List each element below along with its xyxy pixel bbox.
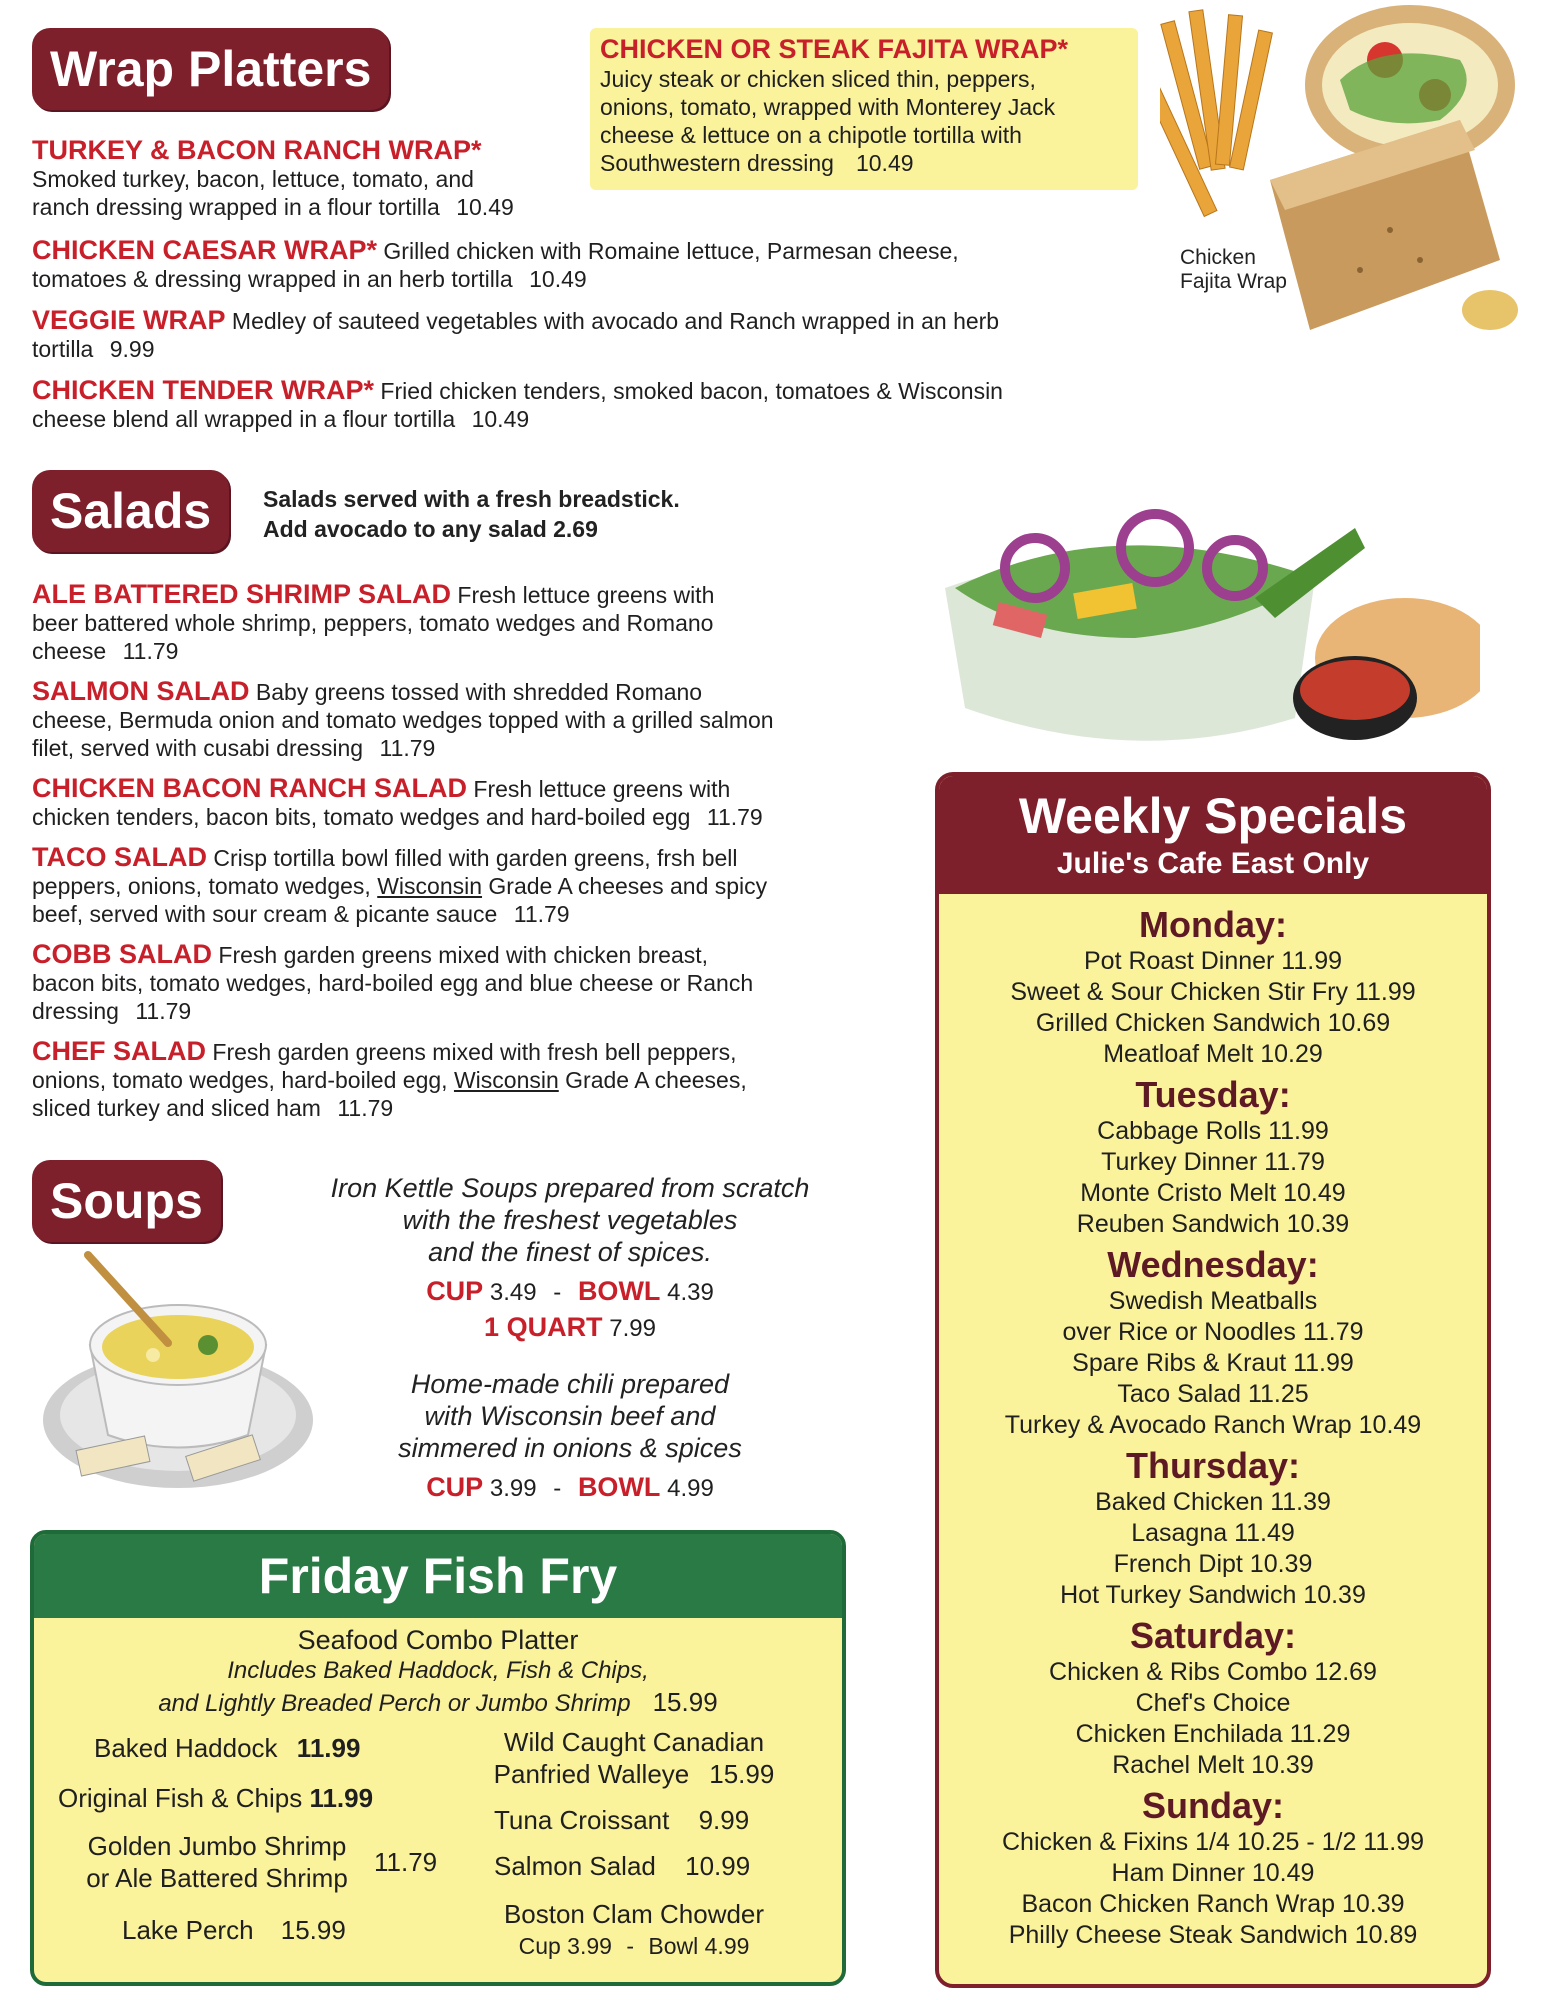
salads-note — [263, 484, 680, 544]
item-price: 9.99 — [109, 336, 155, 362]
menu-item-veggie-wrap — [32, 306, 999, 363]
chili-desc-line: with Wisconsin beef and — [424, 1401, 716, 1431]
item-desc: Includes Baked Haddock, Fish & Chips, — [227, 1657, 649, 1684]
soups-desc-line: and the finest of spices. — [428, 1237, 712, 1267]
separator: - — [553, 1475, 562, 1502]
chili-desc-line: Home-made chili prepared — [410, 1369, 730, 1399]
item-price: 15.99 — [652, 1687, 718, 1717]
item-price: 10.99 — [685, 1851, 751, 1881]
cup-label: Cup — [518, 1933, 561, 1959]
item-desc: onions, tomato, wrapped with Monterey Jack — [600, 94, 1056, 120]
menu-item-turkey-bacon-ranch-wrap — [32, 136, 514, 221]
item-desc: Fresh garden greens mixed with fresh bell peppers, — [212, 1039, 737, 1065]
item-price: 10.49 — [471, 406, 530, 432]
fajita-wrap-box — [590, 28, 1138, 190]
item-desc: Smoked turkey, bacon, lettuce, tomato, and — [32, 166, 474, 192]
item-name: CHICKEN TENDER WRAP* — [32, 375, 375, 405]
item-desc: Southwestern dressing — [600, 150, 834, 176]
item-name: TACO SALAD — [32, 842, 207, 872]
item-desc: Wisconsin — [377, 873, 483, 899]
quart-label: 1 QUART — [484, 1312, 603, 1342]
item-price: 10.49 — [855, 150, 914, 176]
special-item: Philly Cheese Steak Sandwich 10.89 — [1008, 1921, 1418, 1949]
special-item: Bacon Chicken Ranch Wrap 10.39 — [1021, 1890, 1405, 1918]
bowl-label: Bowl — [648, 1933, 699, 1959]
menu-item-chicken-caesar-wrap — [32, 236, 959, 293]
weekly-specials-header — [939, 776, 1487, 894]
item-price: 11.79 — [135, 998, 192, 1024]
item-desc: bacon bits, tomato wedges, hard-boiled egg and blue cheese or Ranch — [32, 970, 754, 996]
item-name: VEGGIE WRAP — [32, 305, 226, 335]
item-name: CHEF SALAD — [32, 1036, 206, 1066]
item-price: 15.99 — [280, 1915, 346, 1945]
special-item: Pot Roast Dinner 11.99 — [1083, 947, 1343, 975]
cup-price: 3.99 — [567, 1933, 612, 1959]
item-name: ALE BATTERED SHRIMP SALAD — [32, 579, 452, 609]
special-item: Baked Chicken 11.39 — [1095, 1488, 1331, 1516]
item-desc: dressing — [32, 998, 119, 1024]
item-name: Baked Haddock — [94, 1733, 278, 1763]
item-desc: onions, tomato wedges, hard-boiled egg, — [32, 1067, 448, 1093]
item-name: SALMON SALAD — [32, 676, 250, 706]
salads-note-line: Salads served with a fresh breadstick. — [263, 486, 680, 512]
fish-item-lake-perch — [122, 1914, 346, 1946]
item-desc: Fresh lettuce greens with — [473, 776, 731, 802]
special-item: Reuben Sandwich 10.39 — [1076, 1210, 1350, 1238]
special-item: Ham Dinner 10.49 — [1111, 1859, 1315, 1887]
cup-price: 3.99 — [489, 1475, 537, 1502]
day-saturday: Saturday: — [1129, 1615, 1297, 1656]
photo-caption: Fajita Wrap — [1180, 270, 1287, 293]
item-name: COBB SALAD — [32, 939, 212, 969]
item-desc: Wisconsin — [453, 1067, 559, 1093]
cup-price: 3.49 — [489, 1279, 537, 1306]
bowl-label: BOWL — [577, 1276, 661, 1306]
special-item: Swedish Meatballs — [1108, 1287, 1318, 1315]
bowl-price: 4.39 — [667, 1279, 714, 1306]
day-sunday: Sunday: — [1141, 1785, 1284, 1826]
fish-item-baked-haddock — [94, 1732, 360, 1764]
item-desc: ranch dressing wrapped in a flour tortilla — [32, 194, 440, 220]
menu-item-chicken-tender-wrap — [32, 376, 1003, 433]
item-desc: Fresh garden greens mixed with chicken breast, — [218, 942, 709, 968]
soups-description — [270, 1172, 870, 1268]
special-item: Lasagna 11.49 — [1131, 1519, 1295, 1547]
menu-item-taco-salad — [32, 843, 767, 928]
item-price: 10.49 — [529, 266, 587, 292]
cup-label: CUP — [426, 1276, 484, 1306]
fish-item-boston-clam-chowder — [464, 1898, 804, 1962]
fish-item-tuna-croissant — [494, 1804, 749, 1836]
soup-prices — [270, 1274, 870, 1346]
item-name: Boston Clam Chowder — [503, 1899, 765, 1929]
day-wednesday: Wednesday: — [1107, 1244, 1319, 1285]
item-desc: Grade A cheeses, — [565, 1067, 747, 1093]
fish-item-golden-jumbo-shrimp — [52, 1830, 382, 1894]
day-thursday: Thursday: — [1125, 1445, 1301, 1486]
chili-prices — [270, 1470, 870, 1506]
item-price: 15.99 — [709, 1759, 775, 1789]
item-price: 11.79 — [122, 638, 179, 664]
weekly-specials-box — [935, 772, 1491, 1988]
soups-heading: Soups — [32, 1160, 221, 1242]
fish-item-salmon-salad — [494, 1850, 750, 1882]
menu-item-ale-battered-shrimp-salad — [32, 580, 714, 665]
item-desc: filet, served with cusabi dressing — [32, 735, 364, 761]
item-desc: Crisp tortilla bowl filled with garden greens, frsh bell — [213, 845, 738, 871]
item-price: 9.99 — [698, 1805, 750, 1835]
photo-caption: Chicken — [1180, 246, 1256, 269]
item-name: Original Fish & Chips — [58, 1783, 303, 1813]
item-desc: Grilled chicken with Romaine lettuce, Parmesan cheese, — [383, 238, 959, 264]
special-item: Chicken Enchilada 11.29 — [1075, 1720, 1351, 1748]
item-desc: and Lightly Breaded Perch or Jumbo Shrimp — [158, 1690, 631, 1717]
seafood-combo-platter — [34, 1624, 842, 1723]
special-item: Cabbage Rolls 11.99 — [1097, 1117, 1329, 1145]
item-desc: Fresh lettuce greens with — [457, 582, 715, 608]
item-name: Wild Caught Canadian — [503, 1727, 765, 1757]
special-item: Chicken & Fixins 1/4 10.25 - 1/2 11.99 — [1002, 1828, 1424, 1856]
menu-item-salmon-salad — [32, 677, 774, 762]
salads-heading: Salads — [32, 470, 229, 552]
item-name: Lake Perch — [122, 1915, 254, 1945]
weekly-specials-list — [939, 894, 1487, 1951]
cup-label: CUP — [426, 1472, 484, 1502]
quart-price: 7.99 — [609, 1315, 656, 1342]
separator: - — [626, 1933, 634, 1959]
item-price: 11.79 — [374, 1847, 438, 1877]
item-price: 11.79 — [379, 735, 436, 761]
soups-desc-line: with the freshest vegetables — [402, 1205, 738, 1235]
item-desc: beef, served with sour cream & picante sauce — [32, 901, 498, 927]
item-price: 11.79 — [706, 804, 763, 830]
soup-bowl-photo — [38, 1245, 318, 1495]
friday-fish-fry-box — [30, 1530, 846, 1986]
item-name: or Ale Battered Shrimp — [86, 1863, 348, 1893]
chili-desc-line: simmered in onions & spices — [398, 1433, 742, 1463]
bowl-price: 4.99 — [667, 1475, 714, 1502]
special-item: Monte Cristo Melt 10.49 — [1080, 1179, 1346, 1207]
item-name: Golden Jumbo Shrimp — [87, 1831, 347, 1861]
item-desc: cheese, Bermuda onion and tomato wedges topped with a grilled salmon — [32, 707, 774, 733]
chili-description — [270, 1368, 870, 1464]
soups-desc-line: Iron Kettle Soups prepared from scratch — [330, 1173, 810, 1203]
special-item: Chef's Choice — [1135, 1689, 1291, 1717]
special-item: Hot Turkey Sandwich 10.39 — [1060, 1581, 1366, 1609]
bowl-price: 4.99 — [704, 1933, 750, 1959]
item-price: 11.99 — [296, 1733, 361, 1763]
item-desc: sliced turkey and sliced ham — [32, 1095, 321, 1121]
item-desc: Medley of sauteed vegetables with avocado and Ranch wrapped in an herb — [231, 308, 1000, 334]
special-item: Sweet & Sour Chicken Stir Fry 11.99 — [1010, 978, 1416, 1006]
item-desc: Fried chicken tenders, smoked bacon, tomatoes & Wisconsin — [380, 378, 1003, 404]
item-desc: peppers, onions, tomato wedges, — [32, 873, 371, 899]
item-desc: tomatoes & dressing wrapped in an herb tortilla — [32, 266, 513, 292]
salads-note-line: Add avocado to any salad 2.69 — [263, 516, 598, 542]
separator: - — [553, 1279, 562, 1306]
special-item: Meatloaf Melt 10.29 — [1103, 1040, 1323, 1068]
weekly-specials-title: Weekly Specials — [1018, 788, 1408, 844]
special-item: Spare Ribs & Kraut 11.99 — [1072, 1349, 1354, 1377]
friday-fish-fry-heading: Friday Fish Fry — [34, 1534, 842, 1618]
special-item: French Dipt 10.39 — [1113, 1550, 1313, 1578]
special-item: Grilled Chicken Sandwich 10.69 — [1035, 1009, 1391, 1037]
item-desc: cheese blend all wrapped in a flour tortilla — [32, 406, 456, 432]
item-price: 11.99 — [309, 1783, 374, 1813]
wrap-platters-heading: Wrap Platters — [32, 28, 389, 110]
day-monday: Monday: — [1139, 904, 1287, 945]
item-name: Seafood Combo Platter — [297, 1625, 579, 1655]
fish-item-panfried-walleye — [464, 1726, 804, 1790]
item-name: Panfried Walleye — [493, 1759, 690, 1789]
item-name: TURKEY & BACON RANCH WRAP* — [32, 135, 482, 165]
special-item: Taco Salad 11.25 — [1117, 1380, 1309, 1408]
item-name: CHICKEN BACON RANCH SALAD — [32, 773, 467, 803]
weekly-specials-subtitle: Julie's Cafe East Only — [1056, 847, 1370, 880]
item-desc: beer battered whole shrimp, peppers, tomato wedges and Romano — [32, 610, 714, 636]
item-desc: tortilla — [32, 336, 94, 362]
special-item: Turkey Dinner 11.79 — [1101, 1148, 1325, 1176]
item-name: Salmon Salad — [494, 1851, 656, 1881]
menu-item-chef-salad — [32, 1037, 747, 1122]
special-item: Rachel Melt 10.39 — [1112, 1751, 1314, 1779]
item-desc: Grade A cheeses and spicy — [488, 873, 768, 899]
special-item: over Rice or Noodles 11.79 — [1062, 1318, 1364, 1346]
special-item: Turkey & Avocado Ranch Wrap 10.49 — [1004, 1411, 1422, 1439]
item-price: 11.79 — [513, 901, 570, 927]
menu-item-cobb-salad — [32, 940, 753, 1025]
item-name: Tuna Croissant — [494, 1805, 670, 1835]
day-tuesday: Tuesday: — [1135, 1074, 1291, 1115]
item-price: 11.79 — [337, 1095, 394, 1121]
salad-bowl-photo — [935, 468, 1480, 758]
item-name: CHICKEN OR STEAK FAJITA WRAP* — [600, 34, 1069, 64]
item-desc: cheese — [32, 638, 107, 664]
bowl-label: BOWL — [577, 1472, 661, 1502]
item-desc: chicken tenders, bacon bits, tomato wedges and hard-boiled egg — [32, 804, 691, 830]
item-price: 10.49 — [456, 194, 514, 220]
item-desc: Baby greens tossed with shredded Romano — [255, 679, 703, 705]
menu-item-chicken-bacon-ranch-salad — [32, 774, 763, 831]
item-desc: Juicy steak or chicken sliced thin, peppers, — [600, 66, 1036, 92]
special-item: Chicken & Ribs Combo 12.69 — [1049, 1658, 1377, 1686]
fish-item-original-fish-chips — [58, 1782, 373, 1814]
item-desc: cheese & lettuce on a chipotle tortilla with — [600, 122, 1022, 148]
item-name: CHICKEN CAESAR WRAP* — [32, 235, 378, 265]
